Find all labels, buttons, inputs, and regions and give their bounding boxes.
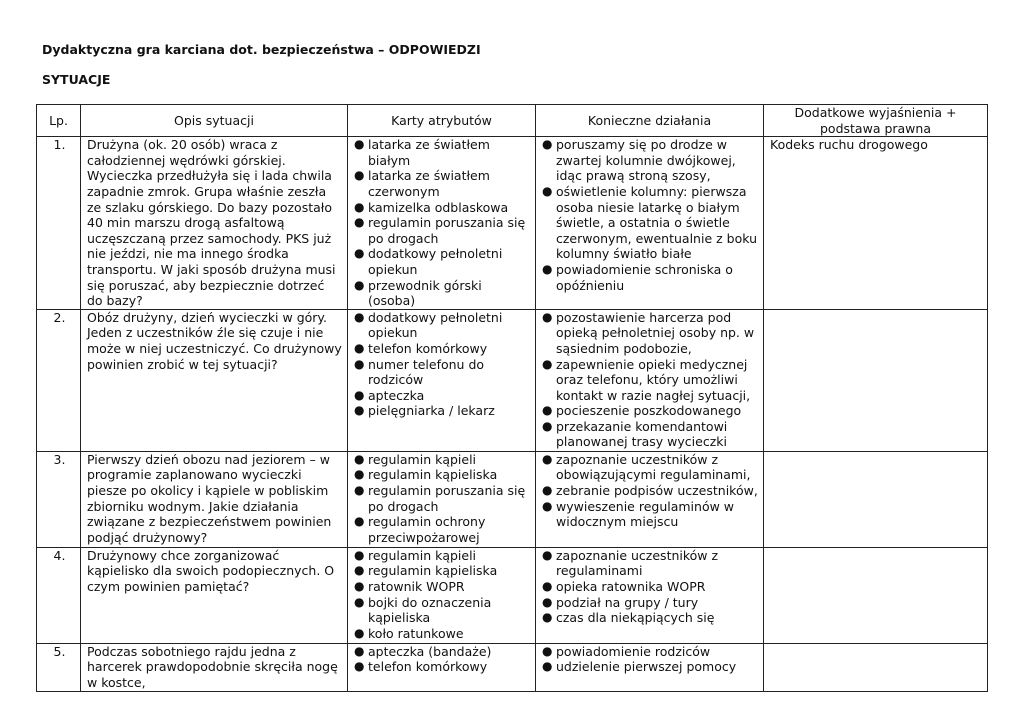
list-item xyxy=(354,467,531,483)
bullet-icon: ● xyxy=(542,183,553,198)
situations-table xyxy=(36,104,988,692)
header-lp: Lp. xyxy=(37,105,81,137)
list-item xyxy=(542,357,759,404)
list-item xyxy=(542,419,759,450)
situation-description: Drużyna (ok. 20 osób) wraca z całodziennej wędrówki górskiej. Wycieczka przedłużyła się i lada chwila zapadnie zmrok. Grupa właśnie zeszła ze szlaku górskiego. Do bazy pozostało 40 min marszu drogą asfaltową uczęszczaną przez samochody. PKS już nie jeździ, nie ma innego środka transportu. W jaki sposób drużyna musi się poruszać, aby bezpiecznie dotrzeć do bazy? xyxy=(81,137,348,310)
bullet-icon: ● xyxy=(542,498,553,513)
header-situation: Opis sytuacji xyxy=(81,105,348,137)
section-title: SYTUACJE xyxy=(42,72,111,87)
list-item xyxy=(354,403,531,419)
attribute-cards-cell xyxy=(348,137,536,310)
list-item-text: latarka ze światłem czerwonym xyxy=(368,168,490,199)
list-item-text: podział na grupy / tury xyxy=(556,594,699,610)
required-actions-cell xyxy=(536,643,764,691)
list-item xyxy=(354,483,531,514)
list-item-text: zapoznanie uczestników z obowiązującymi regulaminami, xyxy=(556,451,751,483)
list-item-text: pozostawienie harcerza pod opieką pełnoletniej osoby np. w sąsiednim podobozie, xyxy=(556,309,755,356)
bullet-icon: ● xyxy=(354,387,365,402)
bullet-icon: ● xyxy=(354,482,365,497)
list-item-text: pocieszenie poszkodowanego xyxy=(556,403,742,419)
list-item-text: regulamin kąpieliska xyxy=(368,563,498,579)
list-item-text: udzielenie pierwszej pomocy xyxy=(556,659,737,675)
required-actions-cell xyxy=(536,137,764,310)
list-item xyxy=(354,548,531,564)
bullet-icon: ● xyxy=(542,643,553,658)
bullet-icon: ● xyxy=(354,403,365,418)
list-item xyxy=(542,499,759,530)
bullet-icon: ● xyxy=(542,547,553,562)
situation-description: Obóz drużyny, dzień wycieczki w góry. Jeden z uczestników źle się czuje i nie może w niej uczestniczyć. Co drużynowy powinien zrobić w tej sytuacji? xyxy=(81,309,348,451)
list-item xyxy=(354,357,531,388)
table-row xyxy=(37,309,988,451)
bullet-icon: ● xyxy=(354,578,365,593)
bullet-icon: ● xyxy=(542,418,553,433)
list-item xyxy=(542,659,759,675)
list-item xyxy=(542,644,759,660)
situation-description: Podczas sobotniego rajdu jedna z harcerek prawdopodobnie skręciła nogę w kostce, xyxy=(81,643,348,691)
bullet-icon: ● xyxy=(354,659,365,674)
list-item-text: powiadomienie rodziców xyxy=(556,643,711,659)
bullet-icon: ● xyxy=(354,467,365,482)
attribute-cards-list xyxy=(354,310,531,419)
bullet-icon: ● xyxy=(542,659,553,674)
attribute-cards-cell xyxy=(348,547,536,643)
list-item xyxy=(354,137,531,168)
list-item-text: regulamin poruszania się po drogach xyxy=(368,215,526,246)
list-item-text: powiadomienie schroniska o opóźnieniu xyxy=(556,261,733,293)
extra-explanation: Kodeks ruchu drogowego xyxy=(764,137,988,310)
list-item xyxy=(354,595,531,626)
required-actions-list xyxy=(542,137,759,293)
bullet-icon: ● xyxy=(354,563,365,578)
header-cards: Karty atrybutów xyxy=(348,105,536,137)
required-actions-list xyxy=(542,310,759,450)
bullet-icon: ● xyxy=(354,514,365,529)
list-item-text: regulamin kąpieliska xyxy=(368,467,498,483)
bullet-icon: ● xyxy=(542,578,553,593)
list-item-text: przewodnik górski (osoba) xyxy=(368,277,482,309)
bullet-icon: ● xyxy=(542,261,553,276)
row-number: 1. xyxy=(37,137,81,310)
list-item-text: latarka ze światłem białym xyxy=(368,137,490,168)
extra-explanation xyxy=(764,309,988,451)
attribute-cards-cell xyxy=(348,643,536,691)
list-item-text: telefon komórkowy xyxy=(368,340,488,356)
attribute-cards-list xyxy=(354,452,531,546)
extra-explanation xyxy=(764,547,988,643)
list-item xyxy=(542,595,759,611)
bullet-icon: ● xyxy=(354,199,365,214)
bullet-icon: ● xyxy=(354,643,365,658)
list-item-text: bojki do oznaczenia kąpieliska xyxy=(368,594,492,626)
list-item-text: czas dla niekąpiących się xyxy=(556,610,715,626)
list-item-text: apteczka xyxy=(368,387,425,403)
attribute-cards-cell xyxy=(348,309,536,451)
required-actions-cell xyxy=(536,547,764,643)
list-item xyxy=(542,452,759,483)
list-item xyxy=(542,403,759,419)
attribute-cards-cell xyxy=(348,451,536,547)
list-item xyxy=(542,483,759,499)
bullet-icon: ● xyxy=(354,137,365,152)
attribute-cards-list xyxy=(354,137,531,309)
attribute-cards-list xyxy=(354,644,531,675)
header-actions: Konieczne działania xyxy=(536,105,764,137)
list-item xyxy=(354,514,531,545)
list-item-text: kamizelka odblaskowa xyxy=(368,199,509,215)
list-item xyxy=(354,563,531,579)
list-item xyxy=(542,310,759,357)
list-item xyxy=(542,262,759,293)
list-item xyxy=(354,626,531,642)
bullet-icon: ● xyxy=(354,451,365,466)
list-item-text: zapoznanie uczestników z regulaminami xyxy=(556,547,719,579)
bullet-icon: ● xyxy=(542,137,553,152)
list-item-text: wywieszenie regulaminów w widocznym miejscu xyxy=(556,498,735,530)
required-actions-list xyxy=(542,548,759,626)
bullet-icon: ● xyxy=(542,594,553,609)
bullet-icon: ● xyxy=(542,356,553,371)
list-item xyxy=(354,452,531,468)
list-item-text: koło ratunkowe xyxy=(368,625,464,641)
table-row xyxy=(37,451,988,547)
list-item-text: dodatkowy pełnoletni opiekun xyxy=(368,309,503,341)
list-item-text: przekazanie komendantowi planowanej trasy wycieczki xyxy=(556,418,728,450)
list-item xyxy=(542,610,759,626)
row-number: 4. xyxy=(37,547,81,643)
bullet-icon: ● xyxy=(354,168,365,183)
list-item-text: numer telefonu do rodziców xyxy=(368,356,485,388)
list-item-text: poruszamy się po drodze w zwartej kolumnie dwójkowej, idąc prawą stroną szosy, xyxy=(556,137,736,184)
bullet-icon: ● xyxy=(354,309,365,324)
list-item xyxy=(354,579,531,595)
list-item-text: telefon komórkowy xyxy=(368,659,488,675)
bullet-icon: ● xyxy=(542,482,553,497)
list-item xyxy=(354,200,531,216)
extra-explanation xyxy=(764,451,988,547)
table-row xyxy=(37,137,988,310)
extra-explanation xyxy=(764,643,988,691)
row-number: 2. xyxy=(37,309,81,451)
header-extra: Dodatkowe wyjaśnienia + podstawa prawna xyxy=(764,105,988,137)
list-item-text: regulamin kąpieli xyxy=(368,451,477,467)
list-item xyxy=(354,168,531,199)
list-item-text: ratownik WOPR xyxy=(368,578,465,594)
list-item xyxy=(542,548,759,579)
list-item xyxy=(354,659,531,675)
list-item-text: dodatkowy pełnoletni opiekun xyxy=(368,246,503,277)
list-item xyxy=(354,341,531,357)
list-item-text: opieka ratownika WOPR xyxy=(556,578,706,594)
row-number: 3. xyxy=(37,451,81,547)
bullet-icon: ● xyxy=(354,594,365,609)
list-item xyxy=(542,184,759,262)
list-item xyxy=(354,278,531,309)
bullet-icon: ● xyxy=(354,215,365,230)
list-item xyxy=(354,388,531,404)
list-item-text: zebranie podpisów uczestników, xyxy=(556,482,758,498)
bullet-icon: ● xyxy=(354,277,365,292)
required-actions-cell xyxy=(536,451,764,547)
bullet-icon: ● xyxy=(354,246,365,261)
row-number: 5. xyxy=(37,643,81,691)
list-item-text: zapewnienie opieki medycznej oraz telefonu, który umożliwi kontakt w razie nagłej sytuacji, xyxy=(556,356,751,403)
list-item xyxy=(354,310,531,341)
document-title: Dydaktyczna gra karciana dot. bezpieczeństwa – ODPOWIEDZI xyxy=(42,42,481,57)
table-row xyxy=(37,643,988,691)
required-actions-cell xyxy=(536,309,764,451)
required-actions-list xyxy=(542,452,759,530)
bullet-icon: ● xyxy=(542,610,553,625)
bullet-icon: ● xyxy=(542,451,553,466)
situation-description: Pierwszy dzień obozu nad jeziorem – w programie zaplanowano wycieczki piesze po okolicy i kąpiele w pobliskim zbiorniku wodnym. Jakie działania związane z bezpieczeństwem powinien podjąć drużynowy? xyxy=(81,451,348,547)
bullet-icon: ● xyxy=(354,625,365,640)
list-item-text: apteczka (bandaże) xyxy=(368,643,492,659)
required-actions-list xyxy=(542,644,759,675)
attribute-cards-list xyxy=(354,548,531,642)
bullet-icon: ● xyxy=(354,547,365,562)
list-item xyxy=(542,579,759,595)
list-item xyxy=(354,246,531,277)
list-item-text: oświetlenie kolumny: pierwsza osoba niesie latarkę o białym świetle, a ostatnia o świetle czerwonym, ewentualnie z boku kolumny światło białe xyxy=(556,183,758,262)
situation-description: Drużynowy chce zorganizować kąpielisko dla swoich podopiecznych. O czym powinien pamiętać? xyxy=(81,547,348,643)
table-row xyxy=(37,547,988,643)
list-item-text: regulamin kąpieli xyxy=(368,547,477,563)
bullet-icon: ● xyxy=(354,340,365,355)
bullet-icon: ● xyxy=(542,403,553,418)
list-item-text: regulamin poruszania się po drogach xyxy=(368,482,526,514)
list-item xyxy=(542,137,759,184)
table-header-row xyxy=(37,105,988,137)
list-item-text: pielęgniarka / lekarz xyxy=(368,403,495,419)
list-item xyxy=(354,215,531,246)
list-item xyxy=(354,644,531,660)
bullet-icon: ● xyxy=(354,356,365,371)
list-item-text: regulamin ochrony przeciwpożarowej xyxy=(368,514,486,545)
bullet-icon: ● xyxy=(542,309,553,324)
